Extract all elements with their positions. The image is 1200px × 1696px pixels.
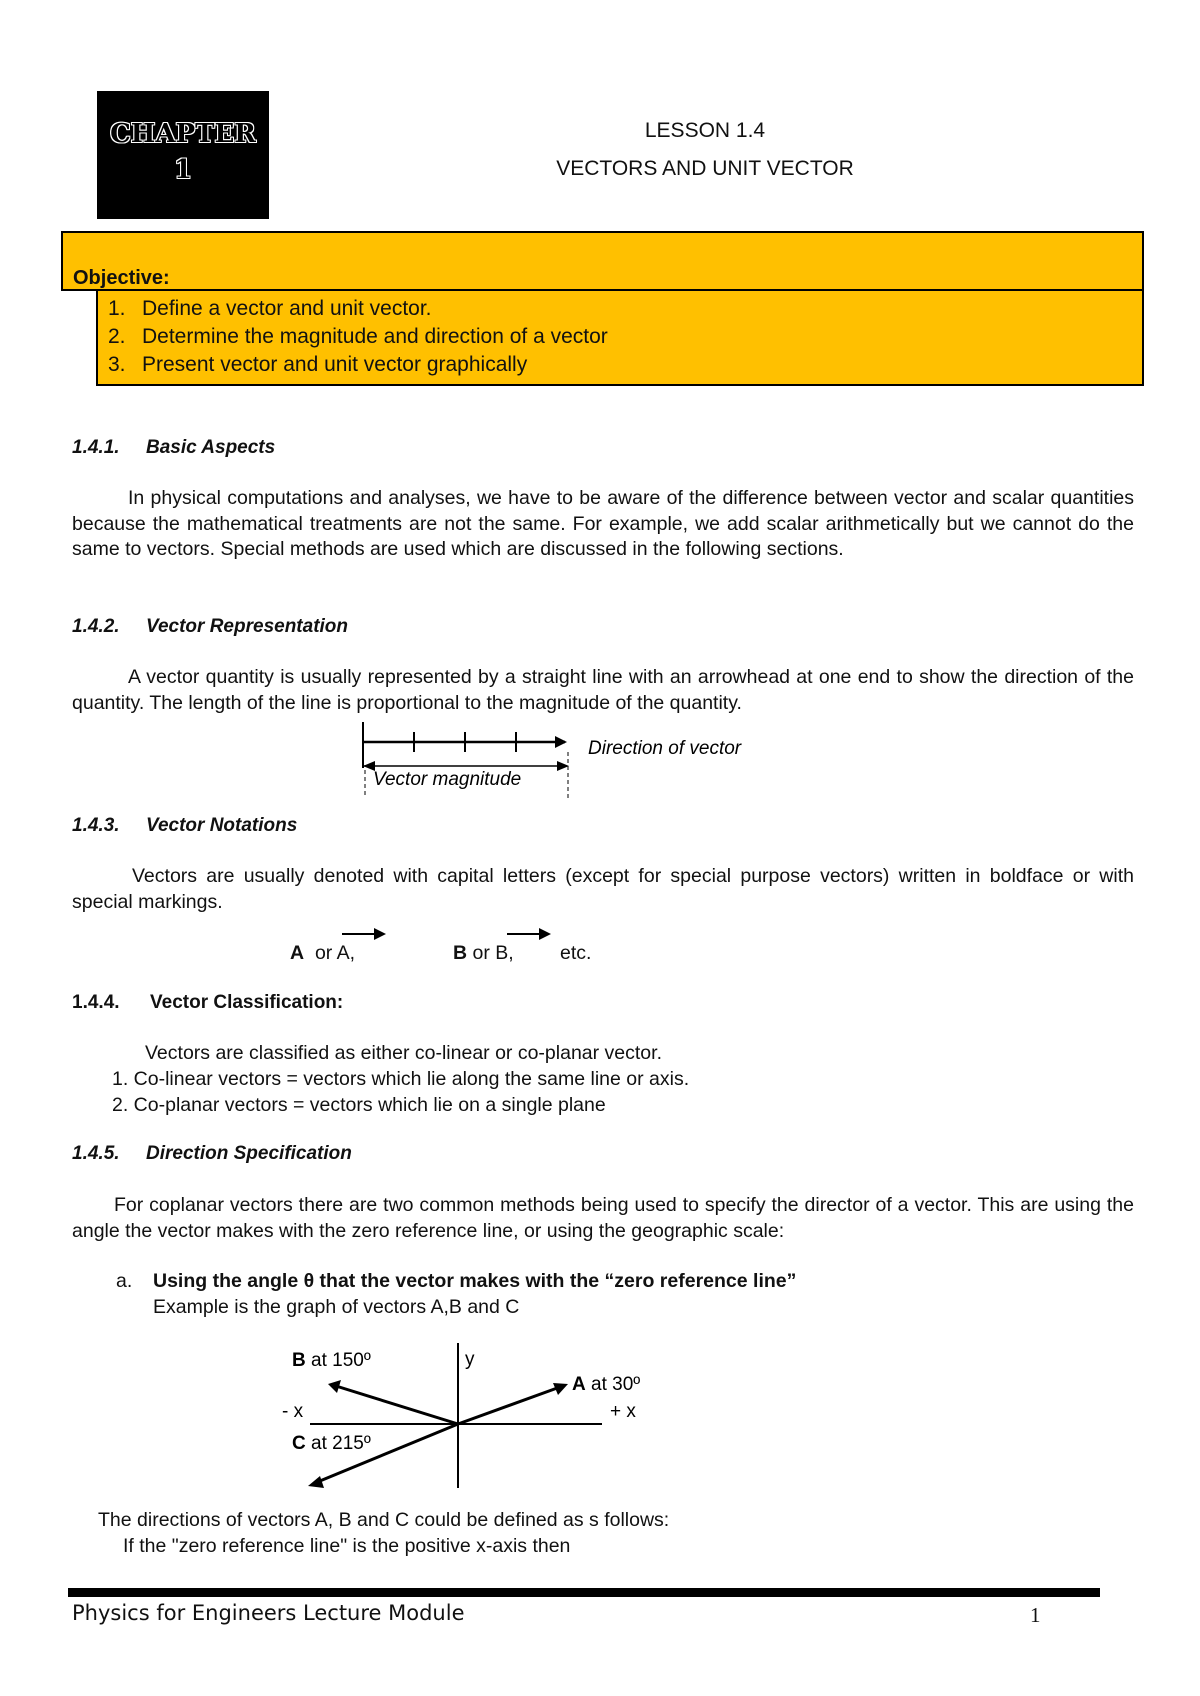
section-heading-vector-representation: 1.4.2. Vector Representation: [72, 616, 349, 637]
section-body-basic-aspects: In physical computations and analyses, we have to be aware of the difference between vector and scalar quantities because the mathematical treatments are not the same. For example, we add scalar arithmetically but we cannot do the same to vectors. Special methods are used which are discussed in the following sections.: [72, 487, 1134, 560]
lesson-title: VECTORS AND UNIT VECTOR: [556, 157, 854, 180]
closing-line-1: The directions of vectors A, B and C could be defined as s follows:: [98, 1509, 670, 1531]
section-body-direction-specification: For coplanar vectors there are two common methods being used to specify the director of a vector. This are using the angle the vector makes with the zero reference line, or using the geographic scale:: [72, 1194, 1134, 1242]
chapter-word: CHAPTER: [110, 119, 256, 149]
section-body-vector-representation: A vector quantity is usually represented by a straight line with an arrowhead at one end to show the direction of the quantity. The length of the line is proportional to the magnitude of the quantity.: [72, 666, 1134, 714]
vector-representation-figure: [355, 720, 775, 800]
page-number: 1: [1030, 1603, 1041, 1627]
objective-list: [96, 291, 1144, 386]
chapter-number: 1: [173, 155, 193, 185]
objective-header-box: [61, 231, 1144, 291]
section-body-vector-notations: Vectors are usually denoted with capital letters (except for special purpose vectors) written in boldface or with special markings.: [72, 865, 1134, 913]
notation-b: B or B,: [453, 942, 514, 964]
vector-magnitude-label: Vector magnitude: [373, 769, 522, 790]
section-heading-vector-notations: 1.4.3. Vector Notations: [72, 815, 298, 836]
subsection-a-title: Using the angle θ that the vector makes with the “zero reference line”: [153, 1270, 797, 1292]
classification-item-coplanar: 2. Co-planar vectors = vectors which lie on a single plane: [112, 1094, 606, 1116]
section-heading-direction-specification: 1.4.5. Direction Specification: [72, 1143, 352, 1164]
label-y: y: [465, 1349, 475, 1370]
arrow-over-a-icon: [340, 926, 390, 942]
direction-of-vector-label: Direction of vector: [588, 738, 742, 759]
chapter-badge: [97, 91, 269, 219]
vector-a: [458, 1387, 560, 1424]
footer-title: Physics for Engineers Lecture Module: [72, 1601, 465, 1625]
classification-item-colinear: 1. Co-linear vectors = vectors which lie along the same line or axis.: [112, 1068, 690, 1090]
subsection-a-letter: a.: [116, 1270, 133, 1292]
footer-rule: [68, 1588, 1100, 1597]
objective-item: 2. Determine the magnitude and direction of a vector: [108, 325, 608, 348]
vector-angles-figure: [270, 1340, 690, 1490]
arrow-over-b-icon: [505, 926, 555, 942]
vector-b: [336, 1386, 458, 1424]
classification-intro: Vectors are classified as either co-linear or co-planar vector.: [145, 1042, 662, 1064]
section-heading-vector-classification: 1.4.4. Vector Classification:: [72, 992, 344, 1013]
label-b: B at 150º: [292, 1350, 371, 1371]
objective-heading: Objective:: [73, 267, 170, 289]
notation-etc: etc.: [560, 942, 592, 964]
label-a: A at 30º: [572, 1374, 641, 1395]
notation-a: A or A,: [290, 942, 356, 964]
objective-item: 3. Present vector and unit vector graphically: [108, 353, 528, 376]
label-c: C at 215º: [292, 1433, 371, 1454]
closing-line-2: If the "zero reference line" is the positive x-axis then: [123, 1535, 571, 1557]
label-neg-x: - x: [282, 1401, 304, 1422]
lesson-number: LESSON 1.4: [644, 119, 766, 142]
objective-item: 1. Define a vector and unit vector.: [108, 297, 432, 320]
label-pos-x: + x: [610, 1401, 636, 1422]
subsection-a-example: Example is the graph of vectors A,B and C: [153, 1296, 520, 1318]
section-heading-basic-aspects: 1.4.1. Basic Aspects: [72, 437, 276, 458]
